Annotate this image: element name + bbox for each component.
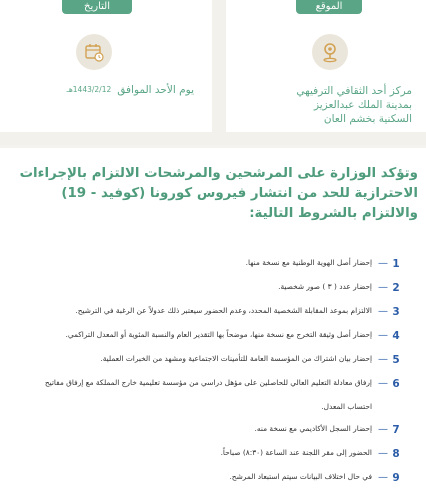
location-line-2: بمدينة الملك عبدالعزيز: [313, 99, 412, 111]
list-item: [0, 282, 426, 302]
item-text: إحضار أصل الهوية الوطنية مع نسخة منها.: [245, 258, 372, 267]
item-number: 1: [392, 258, 400, 270]
date-tab: التاريخ: [62, 0, 132, 14]
item-number: 6: [392, 378, 400, 390]
item-dash: —: [378, 258, 388, 269]
item-number: 4: [392, 330, 400, 342]
location-card: [226, 0, 426, 132]
item-dash: —: [378, 306, 388, 317]
item-number: 8: [392, 448, 400, 460]
item-text: إحضار السجل الأكاديمي مع نسخة منه.: [254, 424, 372, 433]
date-label: يوم الأحد الموافق: [117, 84, 194, 96]
item-text: إرفاق معادلة التعليم العالي للحاصلين على مؤهل دراسي من مؤسسة تعليمية خارج المملكة مع إرفاق مفاتيح: [44, 378, 372, 387]
item-text: إحضار بيان اشتراك من المؤسسة العامة للتأمينات الاجتماعية ومشهد من الخبرات العملية.: [100, 354, 372, 363]
list-item: [0, 472, 426, 492]
item-text: إحضار أصل وثيقة التخرج مع نسخة منها، موضحاً بها التقدير العام والنسبة المئوية أو المعدل التراكمي.: [65, 330, 372, 339]
location-line-1: مركز أحد الثقافي الترفيهي: [296, 85, 412, 97]
list-item: [0, 378, 426, 422]
intro-section: [0, 148, 426, 230]
item-dash: —: [378, 330, 388, 341]
list-item: [0, 330, 426, 350]
item-dash: —: [378, 424, 388, 435]
intro-text: وتؤكد الوزارة على المرشحين والمرشحات الالتزام بالإجراءات الاحترازية للحد من انتشار فيروس كورونا (كوفيد - 19) والالتزام بالشروط التالية:: [19, 166, 418, 221]
item-number: 5: [392, 354, 400, 366]
list-item: [0, 306, 426, 326]
item-dash: —: [378, 282, 388, 293]
date-value: 1443/2/12هـ: [66, 85, 112, 94]
item-dash: —: [378, 448, 388, 459]
item-text: الالتزام بموعد المقابلة الشخصية المحدد، وعدم الحضور سيعتبر ذلك عدولاً عن الرغبة في الترشيح.: [75, 306, 372, 315]
item-dash: —: [378, 354, 388, 365]
item-dash: —: [378, 378, 388, 389]
calendar-icon: [76, 34, 112, 70]
item-number: 3: [392, 306, 400, 318]
item-text: الحضور إلى مقر اللجنة عند الساعة (٨:٣٠) صباحاً.: [220, 448, 372, 457]
location-line-3: السكنية بخشم العان: [323, 113, 412, 125]
list-item: [0, 354, 426, 374]
list-item: [0, 258, 426, 278]
item-text: في حال اختلاف البيانات سيتم استبعاد المرشح.: [229, 472, 372, 481]
item-text-continued: احتساب المعدل.: [321, 402, 372, 411]
date-card: [0, 0, 212, 132]
date-text: [14, 83, 194, 97]
location-tab: الموقع: [296, 0, 362, 14]
item-number: 9: [392, 472, 400, 484]
item-number: 2: [392, 282, 400, 294]
list-item: [0, 424, 426, 444]
info-cards-area: [0, 0, 426, 145]
location-pin-icon: [312, 34, 348, 70]
item-dash: —: [378, 472, 388, 483]
list-item: [0, 448, 426, 468]
location-text: [240, 84, 412, 126]
conditions-list: [0, 230, 426, 500]
item-text: إحضار عدد ( ٣ ) صور شخصية.: [278, 282, 372, 291]
item-number: 7: [392, 424, 400, 436]
